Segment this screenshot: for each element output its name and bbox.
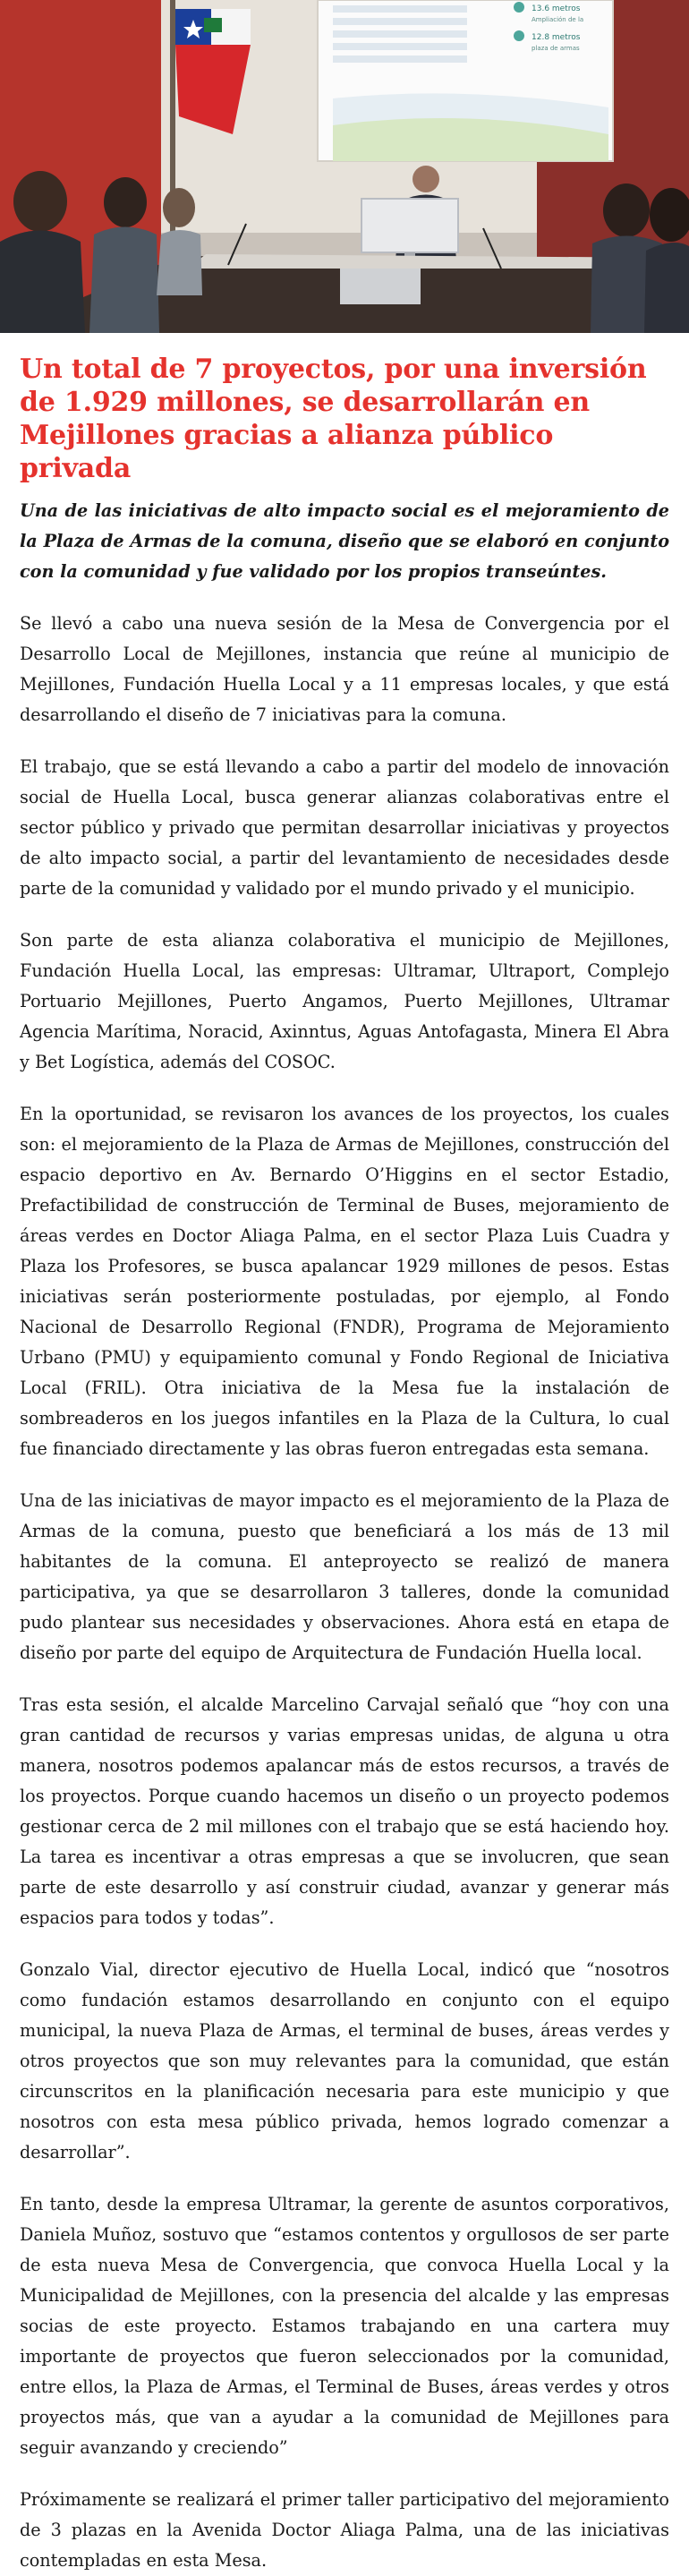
article-headline: Un total de 7 proyectos, por una inversión de 1.929 millones, se desarrollarán en Mejillones gracias a alianza público privada (20, 354, 647, 484)
article-paragraph: Gonzalo Vial, director ejecutivo de Huella Local, indicó que “nosotros como fundación estamos desarrollando en conjunto con el equipo municipal, la nueva Plaza de Armas, el terminal de buses, áreas verdes y otros proyectos que son muy relevantes para la comunidad, que están circunscritos en la planificación necesaria para este municipio y que nosotros con esta mesa público privada, hemos logrado comenzar a desarrollar”. (20, 1959, 669, 2162)
article-paragraph: En tanto, desde la empresa Ultramar, la gerente de asuntos corporativos, Daniela Muñoz, sostuvo que “estamos contentos y orgullosos de ser parte de esta nueva Mesa de Convergencia, que convoca Huella Local y la Municipalidad de Mejillones, con la presencia del alcalde y las empresas socias de este proyecto. Estamos trabajando en una cartera muy importante de proyectos que fueron seleccionados por la comunidad, entre ellos, la Plaza de Armas, el Terminal de Buses, áreas verdes y otros proyectos más, que van a ayudar a la comunidad de Mejillones para seguir avanzando y creciendo” (20, 2194, 669, 2458)
article-lead: Una de las iniciativas de alto impacto social es el mejoramiento de la Plaza de Armas de la comuna, diseño que se elaboró en conjunto con la comunidad y fue validado por los propios transeúntes. (20, 500, 669, 582)
article-paragraph: Tras esta sesión, el alcalde Marcelino Carvajal señaló que “hoy con una gran cantidad de recursos y varias empresas unidas, de alguna u otra manera, nosotros podemos apalancar más de estos recursos, a través de los proyectos. Porque cuando hacemos un diseño o un proyecto podemos gestionar cerca de 2 mil millones con el trabajo que se está haciendo hoy. La tarea es incentivar a otras empresas a que se involucren, que sean parte de este desarrollo y así construir ciudad, avanzar y generar más espacios para todos y todas”. (20, 1694, 669, 1928)
article-paragraph: Próximamente se realizará el primer taller participativo del mejoramiento de 3 plazas en la Avenida Doctor Aliaga Palma, una de las iniciativas contempladas en esta Mesa. (20, 2489, 669, 2571)
article-paragraph: Una de las iniciativas de mayor impacto es el mejoramiento de la Plaza de Armas de la comuna, puesto que beneficiará a los más de 13 mil habitantes de la comuna. El anteproyecto se realizó de manera participativa, ya que se desarrollaron 3 talleres, donde la comunidad pudo plantear sus necesidades y observaciones. Ahora está en etapa de diseño por parte del equipo de Arquitectura de Fundación Huella local. (20, 1490, 669, 1663)
article-paragraph: En la oportunidad, se revisaron los avances de los proyectos, los cuales son: el mejoramiento de la Plaza de Armas de Mejillones, construcción del espacio deportivo en Av. Bernardo O’Higgins en el sector Estadio, Prefactibilidad de construcción de Terminal de Buses, mejoramiento de áreas verdes en Doctor Aliaga Palma, en el sector Plaza Luis Cuadra y Plaza los Profesores, se busca apalancar 1929 millones de pesos. Estas iniciativas serán posteriormente postuladas, por ejemplo, al Fondo Nacional de Desarrollo Regional (FNDR), Programa de Mejoramiento Urbano (PMU) y equipamiento comunal y Fondo Regional de Iniciativa Local (FRIL). Otra iniciativa de la Mesa fue la instalación de sombreaderos en los juegos infantiles en la Plaza de la Cultura, lo cual fue financiado directamente y las obras fueron entregadas esta semana. (20, 1104, 669, 1459)
article-paragraph: El trabajo, que se está llevando a cabo a partir del modelo de innovación social de Huella Local, busca generar alianzas colaborativas entre el sector público y privado que permitan desarrollar iniciativas y proyectos de alto impacto social, a partir del levantamiento de necesidades desde parte de la comunidad y validado por el mundo privado y el municipio. (20, 756, 669, 899)
screen-text-1: 13.6 metros (532, 4, 581, 13)
article-paragraph: Son parte de esta alianza colaborativa el municipio de Mejillones, Fundación Huella Local, las empresas: Ultramar, Ultraport, Complejo Portuario Mejillones, Puerto Angamos, Puerto Mejillones, Ultramar Agencia Marítima, Noracid, Axinntus, Aguas Antofagasta, Minera El Abra y Bet Logística, además del COSOC. (20, 930, 669, 1072)
screen-text-4: plaza de armas (532, 45, 580, 52)
screen-text-3: 12.8 metros (532, 33, 581, 42)
screen-text-2: Ampliación de la (532, 16, 584, 23)
article-photo (0, 0, 689, 333)
article-paragraph: Se llevó a cabo una nueva sesión de la Mesa de Convergencia por el Desarrollo Local de Mejillones, instancia que reúne al municipio de Mejillones, Fundación Huella Local y a 11 empresas locales, y que está desarrollando el diseño de 7 iniciativas para la comuna. (20, 613, 669, 725)
article-body (0, 353, 689, 2576)
